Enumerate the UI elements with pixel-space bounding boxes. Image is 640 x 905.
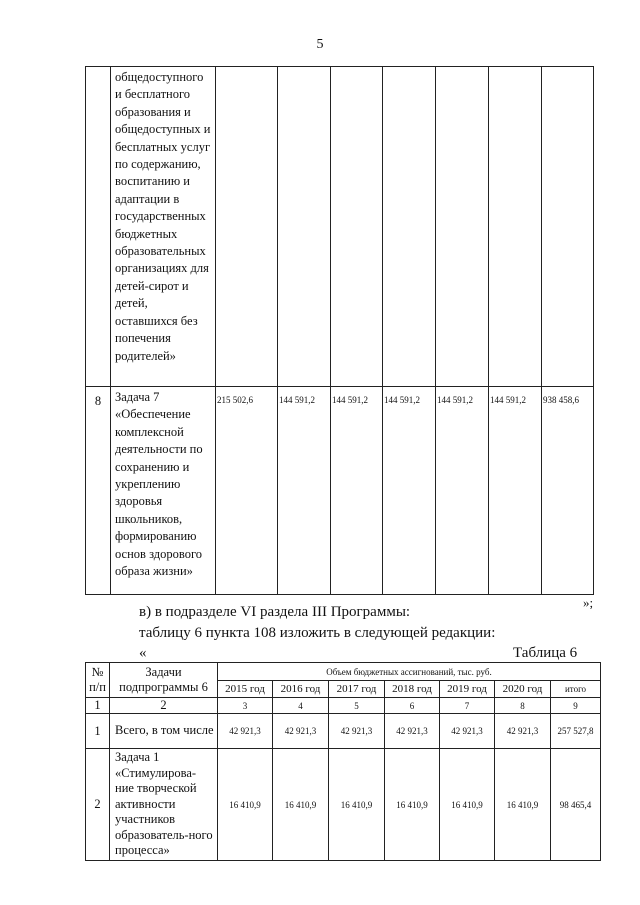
value-cell: 42 921,3 — [329, 714, 385, 749]
value-cell: 98 465,4 — [551, 749, 601, 861]
header-budget: Объем бюджетных ассигнований, тыс. руб. — [218, 663, 601, 681]
top-table — [85, 66, 594, 595]
value-cell: 144 591,2 — [436, 387, 489, 595]
paragraph-line-2: таблицу 6 пункта 108 изложить в следующей редакции: — [139, 625, 496, 641]
table-row — [86, 67, 594, 387]
paragraph-line-1: в) в подразделе VI раздела III Программы: — [139, 604, 411, 620]
task-cell: Задача 1 «Стимулирова-ние творческой активности участников образователь-ного процесса» — [110, 749, 218, 861]
value-cell: 144 591,2 — [278, 387, 331, 595]
value-cell: 257 527,8 — [551, 714, 601, 749]
value-cell: 16 410,9 — [329, 749, 385, 861]
row-number: 2 — [86, 749, 110, 861]
table-row — [86, 714, 601, 749]
header-num: № п/п — [86, 663, 110, 698]
value-cell: 42 921,3 — [385, 714, 440, 749]
header-year: 2020 год — [495, 681, 551, 698]
value-cell: 42 921,3 — [440, 714, 495, 749]
value-cell: 215 502,6 — [216, 387, 278, 595]
value-cell: 938 458,6 — [542, 387, 594, 595]
value-cell: 144 591,2 — [489, 387, 542, 595]
header-year: 2019 год — [440, 681, 495, 698]
closing-mark: »; — [583, 595, 594, 610]
value-cell: 42 921,3 — [495, 714, 551, 749]
task-cell: общедоступного и бесплатного образования и общедоступных и бесплатных услуг по содержанию, воспитанию и адаптации в государственных бюджетных образовательных организациях для детей-сирот и детей, оставшихся без попечения родителей» — [111, 67, 216, 387]
table-6 — [85, 662, 601, 861]
header-year: 2018 год — [385, 681, 440, 698]
row-number: 8 — [86, 387, 111, 595]
table-title: Таблица 6 — [513, 645, 578, 661]
header-row — [86, 663, 601, 681]
value-cell: 16 410,9 — [440, 749, 495, 861]
header-year: 2016 год — [273, 681, 329, 698]
header-year: 2015 год — [218, 681, 273, 698]
value-cell: 144 591,2 — [383, 387, 436, 595]
table-row — [86, 387, 594, 595]
value-cell: 16 410,9 — [385, 749, 440, 861]
row-number: 1 — [86, 714, 110, 749]
header-total: итого — [551, 681, 601, 698]
value-cell: 42 921,3 — [218, 714, 273, 749]
value-cell: 16 410,9 — [495, 749, 551, 861]
value-cell: 16 410,9 — [218, 749, 273, 861]
value-cell: 16 410,9 — [273, 749, 329, 861]
value-cell: 144 591,2 — [331, 387, 383, 595]
open-quote: « — [139, 645, 147, 661]
page-number: 5 — [316, 37, 324, 52]
header-tasks: Задачи подпрограммы 6 — [110, 663, 218, 698]
header-year: 2017 год — [329, 681, 385, 698]
table-row — [86, 749, 601, 861]
index-row: 1 2 3 4 5 6 7 8 9 — [86, 698, 601, 714]
value-cell: 42 921,3 — [273, 714, 329, 749]
task-cell: Задача 7 «Обеспечение комплексной деятельности по сохранению и укреплению здоровья школьников, формированию основ здорового образа жизни» — [111, 387, 216, 595]
task-cell: Всего, в том числе — [110, 714, 218, 749]
